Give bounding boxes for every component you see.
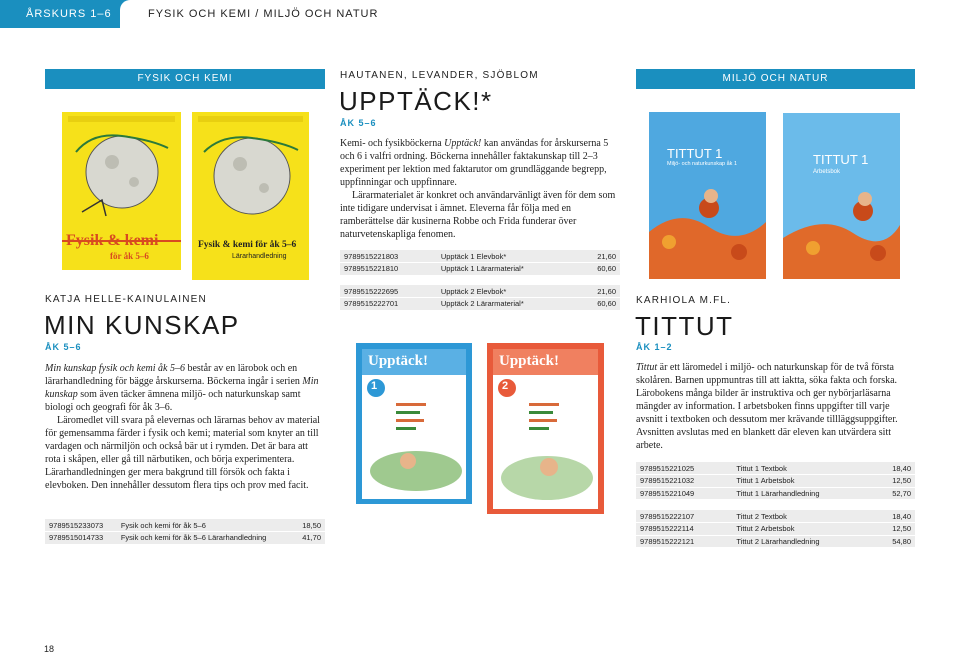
product-name: Tittut 2 Lärarhandledning (732, 535, 873, 548)
paragraph (45, 362, 325, 414)
italic-title: Min kunskap fysik och kemi åk 5–6 (45, 363, 185, 374)
product-name: Upptäck 2 Lärarmaterial* (437, 298, 579, 311)
text: är ett läromedel i miljö- och naturkunskap för de två första skolåren. Barnen uppmuntras till att iaktta, söka fakta och forska. Lärobokens många bilder är instruktiva och ger nybörjarläsarna mängder av information. I arbetsboken finns uppgifter till varje avsnitt i textboken och dessutom mer krävande tillläggsuppgifter. Avsnitten avslutas med en blankett där eleven kan utvärdera sitt arbete. (636, 362, 898, 451)
isbn: 9789515221049 (636, 487, 732, 500)
cover-title: Fysik & kemi för åk 5–6 (198, 240, 297, 250)
isbn: 9789515233073 (45, 519, 117, 532)
table-row (636, 462, 915, 475)
table-row (45, 532, 325, 545)
table-row (636, 523, 915, 536)
title-upptack: UPPTÄCK!* (339, 86, 493, 116)
description-upptack (340, 137, 620, 241)
text: kan användas for årskurserna 5 och 6 i valfri ordning. Böckerna innehåller faktakunskap till 2–3 experiment per lektion med faktarutor om grundläggande begrepp, uppfinningar och uppfinnare. (340, 138, 609, 188)
price: 18,40 (874, 510, 916, 523)
description-min-kunskap (45, 362, 325, 492)
product-name: Tittut 2 Arbetsbok (732, 523, 873, 536)
isbn: 9789515222114 (636, 523, 732, 536)
cover-title: Upptäck! (368, 353, 429, 369)
table-row (340, 250, 620, 263)
tab-subject[interactable]: FYSIK OCH KEMI / MILJÖ OCH NATUR (148, 8, 379, 20)
cover-title: TITTUT 1 (813, 152, 869, 167)
cover-number: 2 (502, 380, 509, 392)
cover-subtitle: för åk 5–6 (110, 251, 149, 261)
text: Kemi- och fysikböckerna (340, 138, 445, 149)
isbn: 9789515222107 (636, 510, 732, 523)
section-bar-physics-chemistry: FYSIK OCH KEMI (45, 69, 325, 89)
price: 18,40 (874, 462, 916, 475)
cover-title: Upptäck! (499, 353, 560, 369)
description-tittut (636, 361, 915, 452)
author-upptack: HAUTANEN, LEVANDER, SJÖBLOM (340, 70, 539, 81)
product-table-tittut-1 (636, 462, 915, 500)
tab-subject-container (120, 0, 960, 28)
product-table-upptack-2 (340, 285, 620, 311)
product-table-upptack-1 (340, 250, 620, 276)
product-name: Fysik och kemi för åk 5–6 (117, 519, 294, 532)
table-row (636, 487, 915, 500)
section-bar-environment-nature: MILJÖ OCH NATUR (636, 69, 915, 89)
tab-grades[interactable]: ÅRSKURS 1–6 (0, 0, 120, 28)
cover-illustration (649, 112, 766, 279)
price: 60,60 (578, 298, 620, 311)
product-table-min-kunskap (45, 519, 325, 545)
cover-title: Fysik & kemi (66, 232, 159, 249)
product-name: Tittut 2 Textbok (732, 510, 873, 523)
product-name: Tittut 1 Arbetsbok (732, 475, 873, 488)
isbn: 9789515014733 (45, 532, 117, 545)
title-min-kunskap: MIN KUNSKAP (44, 310, 240, 340)
price: 21,60 (578, 250, 620, 263)
isbn: 9789515222695 (340, 285, 437, 298)
cover-upptack-2 (487, 343, 604, 514)
cover-number: 1 (371, 380, 378, 392)
table-row (340, 285, 620, 298)
price: 60,60 (578, 263, 620, 276)
isbn: 9789515222121 (636, 535, 732, 548)
cover-title: TITTUT 1 (667, 146, 723, 161)
product-table-tittut-2 (636, 510, 915, 548)
product-name: Tittut 1 Textbok (732, 462, 873, 475)
price: 12,50 (874, 523, 916, 536)
grade-min-kunskap: ÅK 5–6 (45, 342, 82, 352)
product-name: Upptäck 1 Lärarmaterial* (437, 263, 579, 276)
author-min-kunskap: KATJA HELLE-KAINULAINEN (45, 294, 207, 305)
isbn: 9789515222701 (340, 298, 437, 311)
italic-title: Tittut (636, 362, 658, 373)
italic-title: Upptäck! (444, 138, 482, 149)
top-navigation (0, 0, 960, 28)
italic-series: Min kunskap (45, 376, 319, 400)
product-name: Tittut 1 Lärarhandledning (732, 487, 873, 500)
page-number: 18 (44, 644, 55, 654)
cover-tittut-1-workbook (783, 113, 900, 279)
cover-tittut-1-textbook (649, 112, 766, 279)
product-name: Upptäck 2 Elevbok* (437, 285, 579, 298)
text: består av en lärobok och en lärarhandledning för bägge årskurserna. Böckerna ingår i serien (45, 363, 303, 387)
title-tittut: TITTUT (635, 311, 734, 341)
author-tittut: KARHIOLA M.FL. (636, 295, 732, 306)
cover-fysik-kemi-textbook (62, 112, 181, 270)
price: 21,60 (578, 285, 620, 298)
price: 41,70 (294, 532, 325, 545)
cover-fysik-kemi-teacher-guide (192, 112, 309, 280)
table-row (636, 535, 915, 548)
product-name: Fysik och kemi för åk 5–6 Lärarhandledning (117, 532, 294, 545)
table-row (636, 475, 915, 488)
table-row (340, 263, 620, 276)
cover-upptack-1 (356, 343, 472, 504)
price: 12,50 (874, 475, 916, 488)
cover-subtitle: Arbetsbok (813, 169, 841, 175)
isbn: 9789515221025 (636, 462, 732, 475)
cover-subtitle: Lärarhandledning (232, 253, 287, 260)
grade-tittut: ÅK 1–2 (636, 342, 673, 352)
text: som även täcker ämnena miljö- och naturkunskap samt biologi och geografi för åk 3–6. (45, 389, 301, 413)
table-row (45, 519, 325, 532)
isbn: 9789515221032 (636, 475, 732, 488)
paragraph (636, 361, 915, 452)
paragraph: Lärarmaterialet är konkret och användarvänligt även för dem som inte tidigare undervisat i ämnet. Eleverna får följa med en ramberättelse där kusinerna Robbe och Frida funderar över naturvetenskapliga fenomen. (340, 190, 616, 240)
cover-subtitle: Miljö- och naturkunskap åk 1 (667, 161, 738, 167)
price: 18,50 (294, 519, 325, 532)
isbn: 9789515221803 (340, 250, 437, 263)
price: 52,70 (874, 487, 916, 500)
paragraph (340, 137, 620, 189)
product-name: Upptäck 1 Elevbok* (437, 250, 579, 263)
paragraph: Läromedlet vill svara på elevernas och lärarnas behov av material för gemensamma färder i fysik och kemi; material som knyter an till vardagen och närmiljön och också bär ut i rymden. Det är bara att rota i skåpen, eller gå till närbutiken, och börja experimentera. Lärarhandledningen ger mera bakgrund till försök och fakta i elevboken. Den innehåller dessutom flera tips och prov med facit. (45, 415, 320, 491)
cover-illustration (783, 113, 900, 279)
price: 54,80 (874, 535, 916, 548)
isbn: 9789515221810 (340, 263, 437, 276)
grade-upptack: ÅK 5–6 (340, 118, 377, 128)
table-row (636, 510, 915, 523)
table-row (340, 298, 620, 311)
